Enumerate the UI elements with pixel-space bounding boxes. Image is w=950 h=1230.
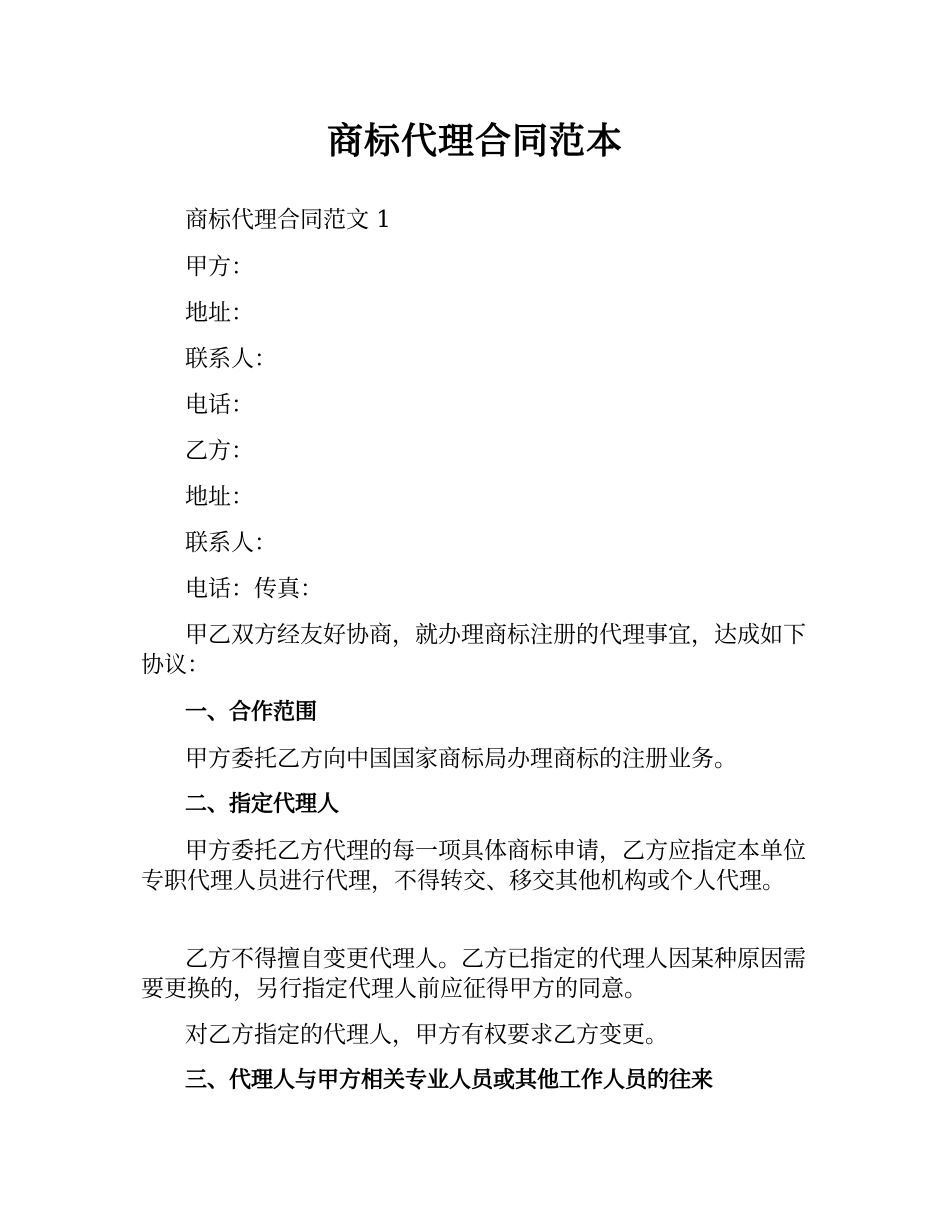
party-a-contact: 联系人： <box>185 346 277 372</box>
contract-subtitle: 商标代理合同范文 1 <box>185 207 391 233</box>
party-b-address: 地址： <box>185 484 254 510</box>
section-2-paragraph-2: 乙方不得擅自变更代理人。乙方已指定的代理人因某种原因需要更换的，另行指定代理人前应征得甲方的同意。 <box>141 946 806 1002</box>
party-a-phone: 电话： <box>185 392 254 418</box>
party-b-contact: 联系人： <box>185 530 277 556</box>
section-heading-3: 三、代理人与甲方相关专业人员或其他工作人员的往来 <box>185 1068 714 1093</box>
document-title: 商标代理合同范本 <box>326 121 623 162</box>
section-heading-1: 一、合作范围 <box>185 700 318 725</box>
party-a-label: 甲方： <box>185 254 254 280</box>
section-1-paragraph-1: 甲方委托乙方向中国国家商标局办理商标的注册业务。 <box>185 746 737 772</box>
section-heading-2: 二、指定代理人 <box>185 792 340 817</box>
section-2-paragraph-1: 甲方委托乙方代理的每一项具体商标申请，乙方应指定本单位专职代理人员进行代理，不得转交、移交其他机构或个人代理。 <box>141 838 806 894</box>
party-b-phone-fax: 电话：传真： <box>185 576 323 602</box>
party-b-label: 乙方： <box>185 438 254 464</box>
section-2-paragraph-3: 对乙方指定的代理人，甲方有权要求乙方变更。 <box>185 1022 668 1048</box>
intro-paragraph: 甲乙双方经友好协商，就办理商标注册的代理事宜，达成如下协议： <box>141 622 806 678</box>
party-a-address: 地址： <box>185 300 254 326</box>
